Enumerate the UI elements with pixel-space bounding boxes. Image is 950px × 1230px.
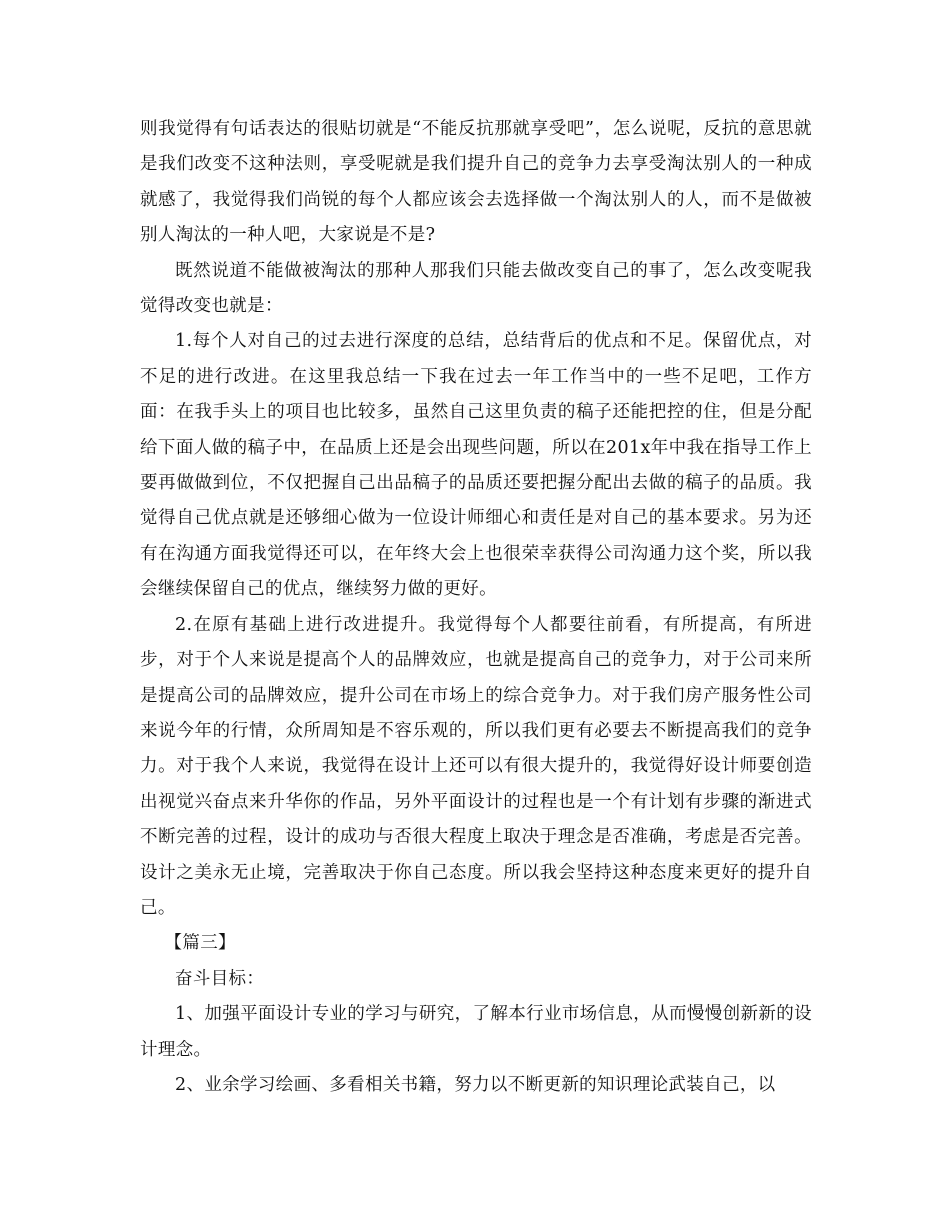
paragraph-point-1: 1.每个人对自己的过去进行深度的总结，总结背后的优点和不足。保留优点，对不足的进行改进。在这里我总结一下我在过去一年工作当中的一些不足吧，工作方面：在我手头上的项目也比较多，虽然自己这里负责的稿子还能把控的住，但是分配给下面人做的稿子中，在品质上还是会出现些问题，所以在201x年中我在指导工作上要再做做到位，不仅把握自己出品稿子的品质还要把握分配出去做的稿子的品质。我觉得自己优点就是还够细心做为一位设计师细心和责任是对自己的基本要求。另为还有在沟通方面我觉得还可以，在年终大会上也很荣幸获得公司沟通力这个奖，所以我会继续保留自己的优点，继续努力做的更好。 [140,331,812,600]
paragraph-goal-2: 2、业余学习绘画、多看相关书籍，努力以不断更新的知识理论武装自己，以 [175,1074,776,1095]
paragraph-goals-label: 奋斗目标： [175,968,265,989]
paragraph-goal-1: 1、加强平面设计专业的学习与研究，了解本行业市场信息，从而慢慢创新新的设计理念。 [140,1004,812,1060]
paragraph-change-intro: 既然说道不能做被淘汰的那种人那我们只能去做改变自己的事了，怎么改变呢我觉得改变也就是： [140,260,812,317]
paragraph-point-2: 2.在原有基础上进行改进提升。我觉得每个人都要往前看，有所提高，有所进步，对于个人来说是提高个人的品牌效应，也就是提高自己的竞争力，对于公司来所是提高公司的品牌效应，提升公司在市场上的综合竞争力。对于我们房产服务性公司来说今年的行情，众所周知是不容乐观的，所以我们更有必要去不断提高我们的竞争力。对于我个人来说，我觉得在设计上还可以有很大提升的，我觉得好设计师要创造出视觉兴奋点来升华你的作品，另外平面设计的过程也是一个有计划有步骤的渐进式不断完善的过程，设计的成功与否很大程度上取决于理念是否准确，考虑是否完善。设计之美永无止境，完善取决于你自己态度。所以我会坚持这种态度来更好的提升自己。 [140,614,812,918]
document-body [140,112,812,1103]
section-heading-part-three: 【篇三】 [164,933,236,954]
paragraph-continuation: 则我觉得有句话表达的很贴切就是“不能反抗那就享受吧”，怎么说呢，反抗的意思就是我们改变不这种法则，享受呢就是我们提升自己的竞争力去享受淘汰别人的一种成就感了，我觉得我们尚锐的每个人都应该会去选择做一个淘汰别人的人，而不是做被别人淘汰的一种人吧，大家说是不是? [140,119,812,246]
